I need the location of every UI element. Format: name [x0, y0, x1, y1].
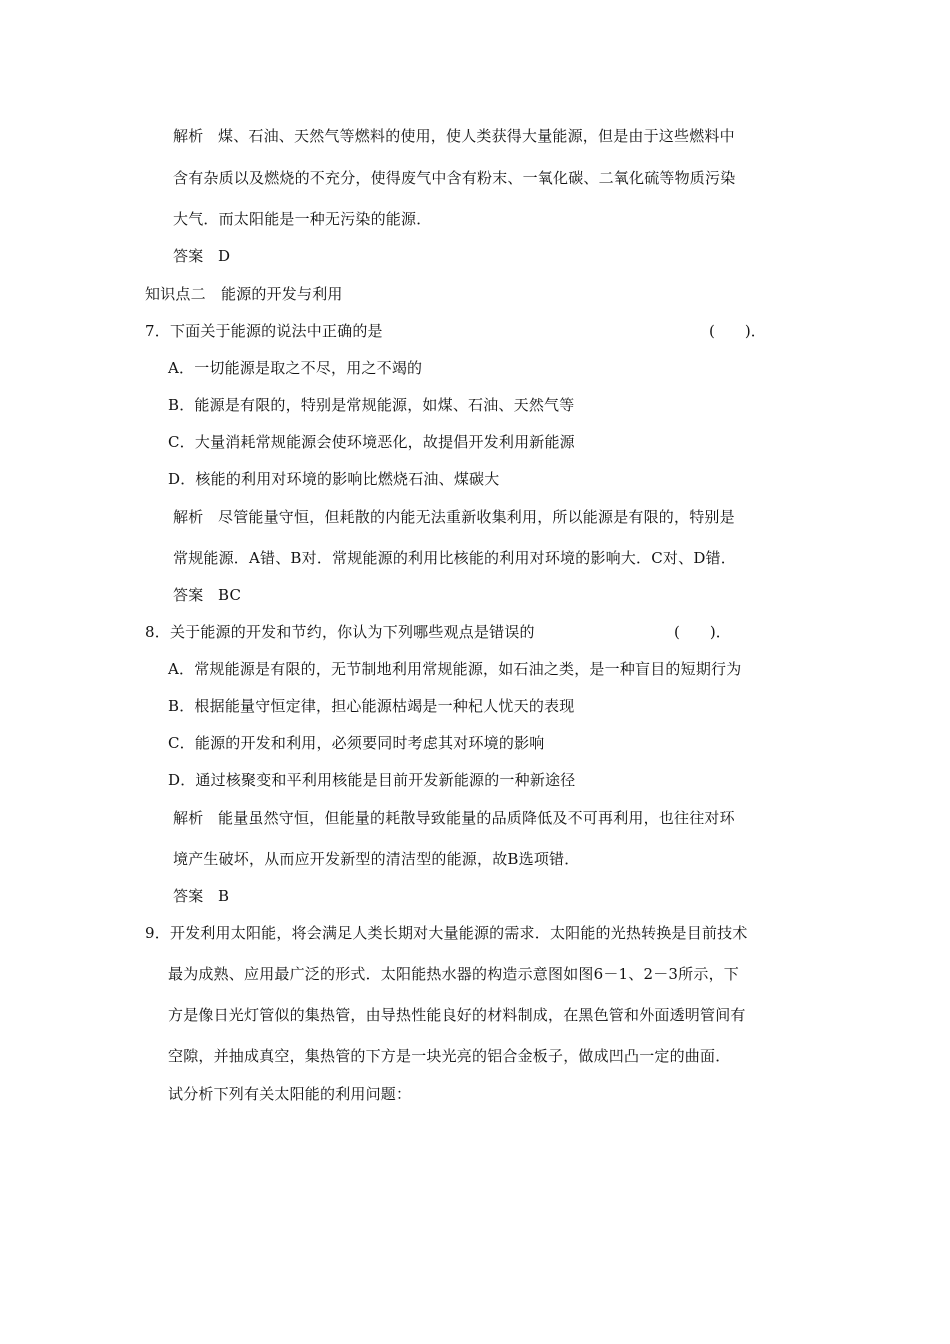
answer-line	[173, 886, 229, 906]
answer-line	[173, 246, 230, 266]
answer-value: BC	[218, 586, 242, 604]
analysis-line: 解析 能量虽然守恒，但能量的耗散导致能量的品质降低及不可再利用，也往往对环	[173, 809, 735, 827]
analysis-line: 大气．而太阳能是一种无污染的能源．	[173, 210, 432, 228]
question-7-stem: 7．下面关于能源的说法中正确的是	[145, 322, 383, 340]
answer-value: D	[218, 247, 231, 265]
question-9-line: 方是像日光灯管似的集热管，由导热性能良好的材料制成，在黑色管和外面透明管间有	[168, 1006, 746, 1024]
question-9-line: 9．开发利用太阳能，将会满足人类长期对大量能源的需求．太阳能的光热转换是目前技术	[145, 924, 748, 942]
analysis-line: 解析 尽管能量守恒，但耗散的内能无法重新收集利用，所以能源是有限的，特别是	[173, 508, 735, 526]
answer-line	[173, 585, 241, 605]
analysis-label: 解析	[173, 127, 204, 145]
analysis-line: 境产生破坏，从而应开发新型的清洁型的能源，故B选项错．	[173, 850, 580, 868]
answer-label: 答案	[173, 247, 204, 265]
answer-blank: ( )．	[709, 322, 766, 340]
analysis-label: 解析	[173, 508, 204, 526]
option-a: A．一切能源是取之不尽，用之不竭的	[168, 359, 423, 377]
option-d: D．通过核聚变和平利用核能是目前开发新能源的一种新途径	[168, 771, 576, 789]
question-8-stem: 8．关于能源的开发和节约，你认为下列哪些观点是错误的	[145, 623, 535, 641]
option-c: C．大量消耗常规能源会使环境恶化，故提倡开发利用新能源	[168, 433, 575, 451]
question-9-line: 试分析下列有关太阳能的利用问题：	[168, 1085, 412, 1103]
analysis-line: 常规能源．A错、B对．常规能源的利用比核能的利用对环境的影响大．C对、D错．	[173, 549, 736, 567]
option-b: B．根据能量守恒定律，担心能源枯竭是一种杞人忧天的表现	[168, 697, 575, 715]
question-9-line: 空隙，并抽成真空，集热管的下方是一块光亮的铝合金板子，做成凹凸一定的曲面．	[168, 1047, 731, 1065]
answer-label: 答案	[173, 586, 204, 604]
option-a: A．常规能源是有限的，无节制地利用常规能源，如石油之类，是一种盲目的短期行为	[168, 660, 742, 678]
analysis-line: 含有杂质以及燃烧的不充分，使得废气中含有粉末、一氧化碳、二氧化硫等物质污染	[173, 169, 736, 187]
option-b: B．能源是有限的，特别是常规能源，如煤、石油、天然气等	[168, 396, 575, 414]
section-heading: 知识点二 能源的开发与利用	[145, 285, 343, 303]
option-d: D．核能的利用对环境的影响比燃烧石油、煤碳大	[168, 470, 500, 488]
answer-value: B	[218, 887, 230, 905]
analysis-line: 解析 煤、石油、天然气等燃料的使用，使人类获得大量能源，但是由于这些燃料中	[173, 127, 735, 145]
analysis-label: 解析	[173, 809, 204, 827]
question-9-line: 最为成熟、应用最广泛的形式．太阳能热水器的构造示意图如图6－1、2－3所示，下	[168, 965, 739, 983]
answer-label: 答案	[173, 887, 204, 905]
answer-blank: ( )．	[674, 623, 731, 641]
option-c: C．能源的开发和利用，必须要同时考虑其对环境的影响	[168, 734, 545, 752]
